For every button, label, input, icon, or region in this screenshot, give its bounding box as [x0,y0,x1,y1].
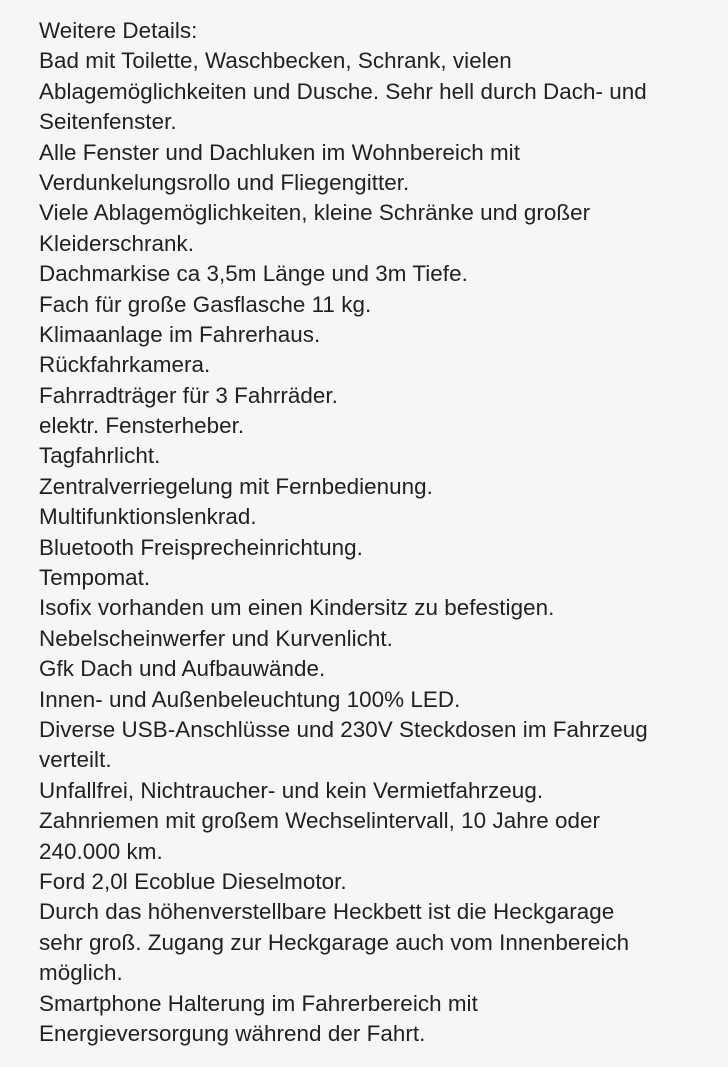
description-text [39,16,719,1049]
description-line: Bad mit Toilette, Waschbecken, Schrank, vielen [39,48,512,74]
description-line: Zahnriemen mit großem Wechselintervall, 10 Jahre oder [39,808,600,834]
description-line: Gfk Dach und Aufbauwände. [39,656,326,682]
description-line: Ablagemöglichkeiten und Dusche. Sehr hell durch Dach- und [39,78,647,104]
description-line: verteilt. [39,747,112,773]
description-line: Fach für große Gasflasche 11 kg. [39,291,372,317]
description-line: sehr groß. Zugang zur Heckgarage auch vom Innenbereich [39,929,630,955]
description-line: Zentralverriegelung mit Fernbedienung. [39,473,433,499]
description-line: Verdunkelungsrollo und Fliegengitter. [39,169,410,195]
description-line: Innen- und Außenbeleuchtung 100% LED. [39,686,461,712]
description-line: Fahrradträger für 3 Fahrräder. [39,382,338,408]
description-line: Multifunktionslenkrad. [39,504,257,530]
description-line: elektr. Fensterheber. [39,413,245,439]
description-line: Tagfahrlicht. [39,443,161,469]
description-line: Rückfahrkamera. [39,352,211,378]
description-line: Isofix vorhanden um einen Kindersitz zu befestigen. [39,595,555,621]
description-line: Durch das höhenverstellbare Heckbett ist die Heckgarage [39,899,615,925]
description-line: Diverse USB-Anschlüsse und 230V Steckdosen im Fahrzeug [39,716,648,742]
description-line: Viele Ablagemöglichkeiten, kleine Schränke und großer [39,200,591,226]
description-line: Ford 2,0l Ecoblue Dieselmotor. [39,868,347,894]
description-line: Nebelscheinwerfer und Kurvenlicht. [39,625,393,651]
description-line: Smartphone Halterung im Fahrerbereich mit [39,990,478,1016]
description-line: Alle Fenster und Dachluken im Wohnbereich mit [39,139,520,165]
description-line: Dachmarkise ca 3,5m Länge und 3m Tiefe. [39,261,468,287]
description-line: 240.000 km. [39,838,163,864]
description-line: Klimaanlage im Fahrerhaus. [39,321,321,347]
description-line: Seitenfenster. [39,109,177,135]
description-line: Weitere Details: [39,18,198,43]
description-line: Kleiderschrank. [39,230,195,256]
description-line: Bluetooth Freisprecheinrichtung. [39,534,363,560]
description-line: Energieversorgung während der Fahrt. [39,1020,426,1046]
description-line: Tempomat. [39,565,151,591]
description-line: möglich. [39,960,123,986]
description-line: Unfallfrei, Nichtraucher- und kein Vermietfahrzeug. [39,777,544,803]
